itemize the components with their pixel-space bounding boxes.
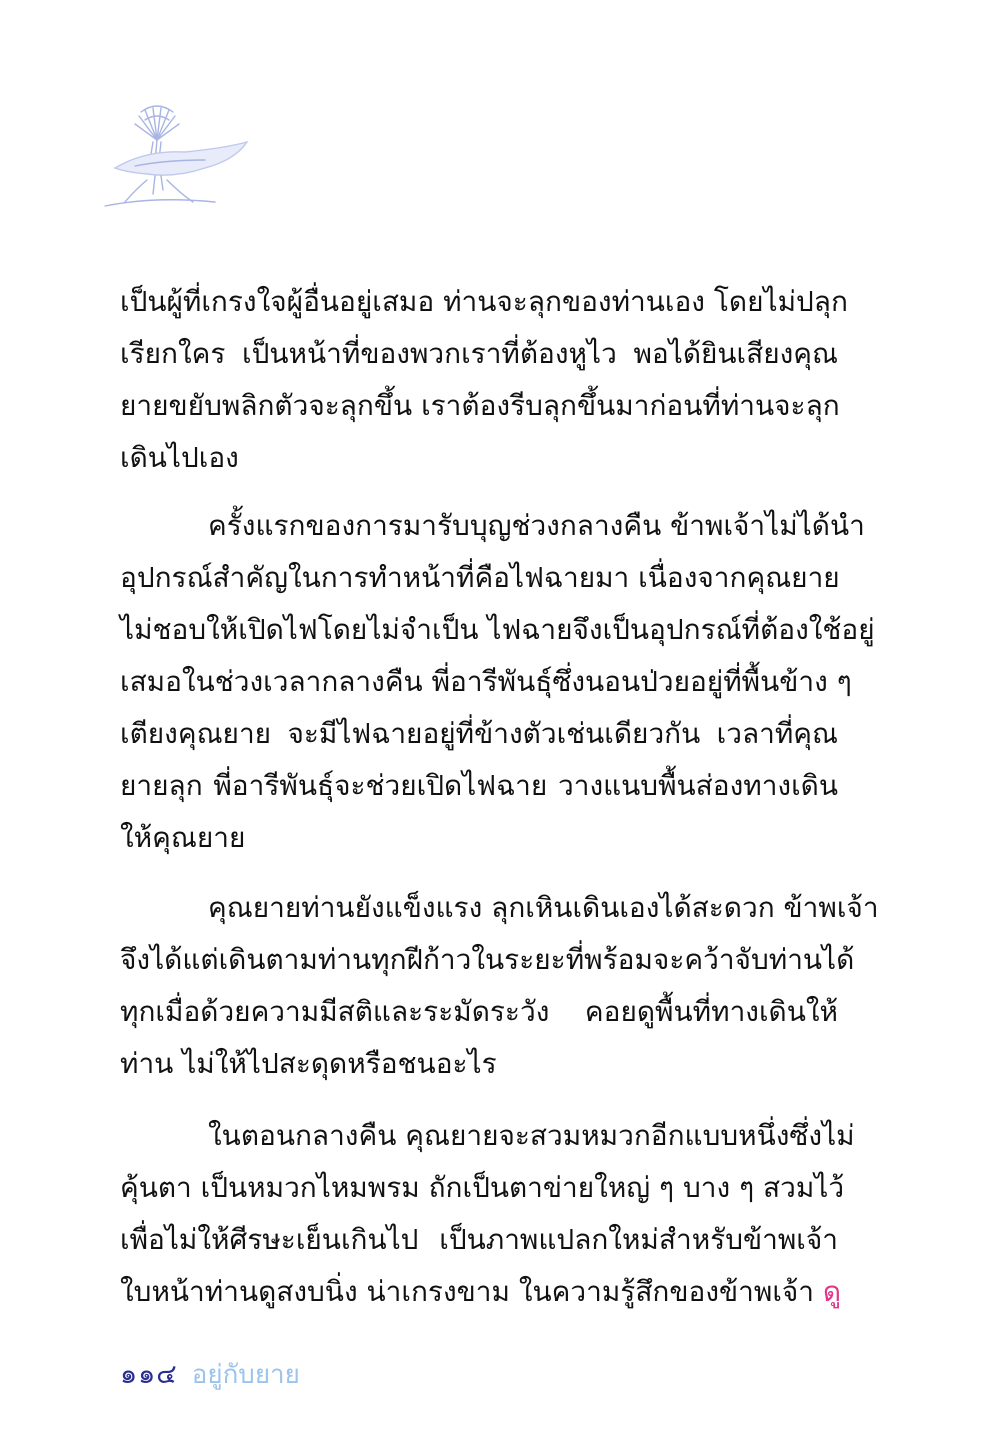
text-line: ยายขยับพลิกตัวจะลุกขึ้น เราต้องรีบลุกขึ้นมาก่อนที่ท่านจะลุก — [120, 389, 840, 422]
paragraph-4 — [120, 1110, 855, 1318]
text-line: ครั้งแรกของการมารับบุญช่วงกลางคืน ข้าพเจ้าไม่ได้นำ — [208, 509, 865, 542]
text-line: ไม่ชอบให้เปิดไฟโดยไม่จำเป็น ไฟฉายจึงเป็นอุปกรณ์ที่ต้องใช้อยู่ — [120, 613, 875, 646]
page-number: ๑๑๔ — [120, 1359, 178, 1390]
paragraph-2 — [120, 500, 875, 864]
text-line: ทุกเมื่อด้วยความมีสติและระมัดระวัง คอยดูพื้นที่ทางเดินให้ — [120, 995, 838, 1028]
text-line: ให้คุณยาย — [120, 821, 246, 854]
catchword: ดู — [822, 1275, 842, 1308]
text-line: เรียกใคร เป็นหน้าที่ของพวกเราที่ต้องหูไว พอได้ยินเสียงคุณ — [120, 337, 838, 370]
page-footer — [120, 1352, 300, 1395]
text-line-with-catchword — [120, 1266, 842, 1318]
text-line-content: ใบหน้าท่านดูสงบนิ่ง น่าเกรงขาม ในความรู้สึกของข้าพเจ้า — [120, 1275, 815, 1308]
book-title: อยู่กับยาย — [191, 1360, 300, 1390]
text-line: อุปกรณ์สำคัญในการทำหน้าที่คือไฟฉายมา เนื่องจากคุณยาย — [120, 561, 840, 594]
text-line: ในตอนกลางคืน คุณยายจะสวมหมวกอีกแบบหนึ่งซึ่งไม่ — [208, 1119, 855, 1152]
text-line: คุ้นตา เป็นหมวกไหมพรม ถักเป็นตาข่ายใหญ่ ๆ บาง ๆ สวมไว้ — [120, 1171, 845, 1204]
text-line: ท่าน ไม่ให้ไปสะดุดหรือชนอะไร — [120, 1047, 497, 1080]
body-text — [120, 276, 879, 1318]
text-line: เดินไปเอง — [120, 441, 239, 474]
text-line: เตียงคุณยาย จะมีไฟฉายอยู่ที่ข้างตัวเช่นเดียวกัน เวลาที่คุณ — [120, 717, 838, 750]
text-line: ยายลุก พี่อารีพันธุ์จะช่วยเปิดไฟฉาย วางแนบพื้นส่องทางเดิน — [120, 769, 838, 802]
text-line: จึงได้แต่เดินตามท่านทุกฝีก้าวในระยะที่พร้อมจะคว้าจับท่านได้ — [120, 943, 855, 976]
text-line: เป็นผู้ที่เกรงใจผู้อื่นอยู่เสมอ ท่านจะลุกของท่านเอง โดยไม่ปลุก — [120, 285, 848, 318]
text-line: คุณยายท่านยังแข็งแรง ลุกเหินเดินเองได้สะดวก ข้าพเจ้า — [208, 891, 879, 924]
text-line: เพื่อไม่ให้ศีรษะเย็นเกินไป เป็นภาพแปลกใหม่สำหรับข้าพเจ้า — [120, 1223, 838, 1256]
paragraph-3 — [120, 882, 879, 1090]
text-line: เสมอในช่วงเวลากลางคืน พี่อารีพันธุ์ซึ่งนอนป่วยอยู่ที่พื้นข้าง ๆ — [120, 665, 852, 698]
paragraph-1 — [120, 276, 848, 484]
lotus-island-logo-icon — [95, 90, 255, 220]
